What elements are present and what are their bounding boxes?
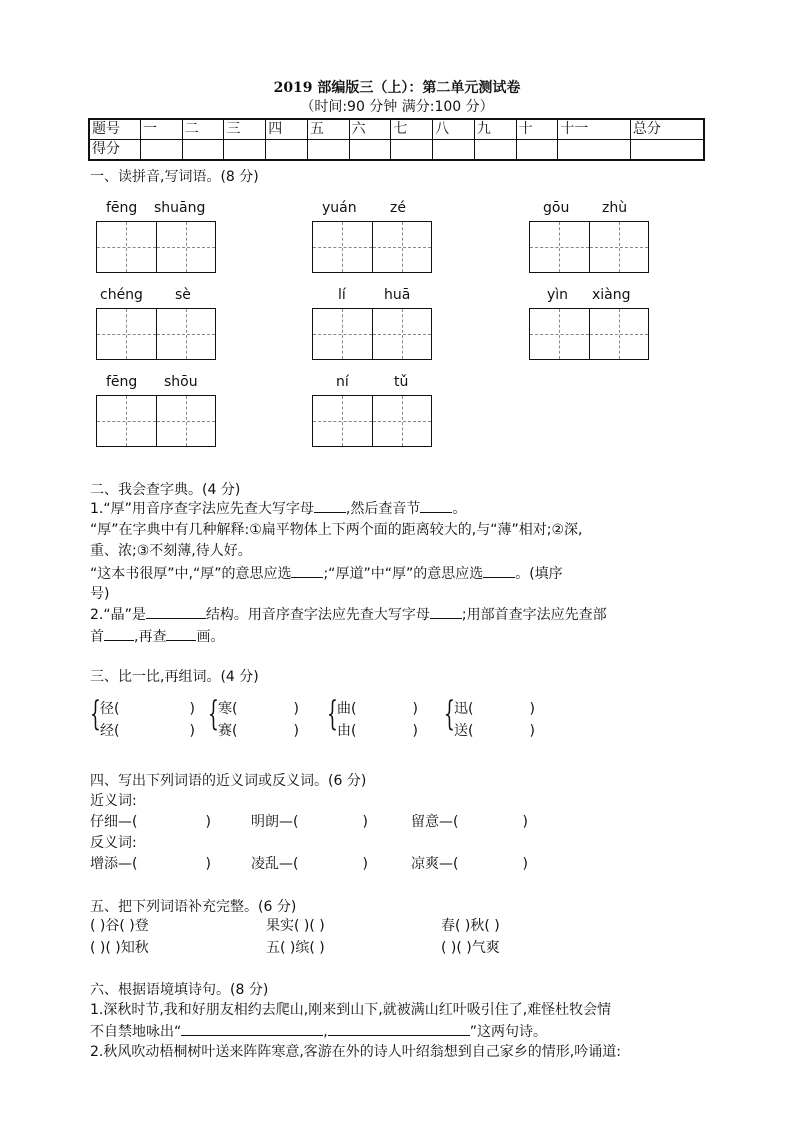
brace-glyph: { bbox=[208, 694, 219, 734]
char-compare-pair bbox=[327, 694, 437, 742]
score-table-score-row bbox=[89, 140, 704, 161]
brace-glyph: { bbox=[327, 694, 338, 734]
compare-char: 由( bbox=[337, 723, 357, 739]
synonym-label: 近义词: bbox=[90, 793, 137, 809]
score-input-cell[interactable] bbox=[182, 140, 224, 161]
paren-close: ) bbox=[362, 856, 368, 872]
char-compare-pair bbox=[90, 694, 200, 742]
answer-blank[interactable] bbox=[104, 626, 134, 641]
s6-text: 不自禁地咏出“ bbox=[90, 1024, 182, 1040]
compare-close: ) bbox=[189, 701, 195, 717]
compare-item[interactable] bbox=[100, 720, 195, 740]
paren-close: ) bbox=[205, 814, 211, 830]
s2-line-2: “厚”在字典中有几种解释:①扁平物体上下两个面的距离较大的,与“薄”相对;②深, bbox=[90, 522, 583, 538]
s2-line-7 bbox=[90, 626, 224, 648]
pinyin-syllable: huā bbox=[384, 287, 411, 303]
score-cell: 十 bbox=[516, 119, 558, 140]
word-prompt: 留意—( bbox=[411, 814, 459, 830]
compare-item[interactable] bbox=[218, 698, 299, 718]
idiom-item[interactable]: ( )谷( )登 bbox=[90, 918, 149, 934]
antonym-item[interactable] bbox=[411, 854, 528, 875]
s2-text: 。 bbox=[452, 501, 467, 517]
word-prompt: 凌乱—( bbox=[251, 856, 299, 872]
section-4-heading: 四、写出下列词语的近义词或反义词。(6 分) bbox=[90, 773, 367, 789]
section-6-heading: 六、根据语境填诗句。(8 分) bbox=[90, 982, 269, 998]
idiom-item[interactable]: 果实( )( ) bbox=[266, 918, 325, 934]
score-input-cell[interactable] bbox=[307, 140, 349, 161]
score-cell: 十一 bbox=[558, 119, 630, 140]
answer-blank[interactable] bbox=[430, 604, 462, 619]
compare-close: ) bbox=[189, 723, 195, 739]
s2-text: 2.“晶”是 bbox=[90, 607, 146, 623]
score-input-cell[interactable] bbox=[516, 140, 558, 161]
compare-item[interactable] bbox=[337, 698, 418, 718]
s2-line-1 bbox=[90, 498, 466, 520]
s2-text: ;“厚道”中“厚”的意思应选 bbox=[323, 566, 484, 582]
score-cell: 三 bbox=[224, 119, 266, 140]
word-prompt: 凉爽—( bbox=[411, 856, 459, 872]
s2-text: 首 bbox=[90, 629, 104, 645]
s2-text: “这本书很厚”中,“厚”的意思应选 bbox=[90, 566, 292, 582]
s6-text: ”这两句诗。 bbox=[469, 1024, 547, 1040]
compare-char: 迅( bbox=[454, 701, 474, 717]
word-prompt: 增添—( bbox=[90, 856, 138, 872]
poem-blank[interactable] bbox=[181, 1021, 323, 1036]
score-cell: 四 bbox=[266, 119, 308, 140]
score-input-cell[interactable] bbox=[266, 140, 308, 161]
writing-grid[interactable] bbox=[312, 395, 432, 447]
compare-char: 赛( bbox=[218, 723, 238, 739]
score-cell: 九 bbox=[474, 119, 516, 140]
section-1-heading: 一、读拼音,写词语。(8 分) bbox=[90, 169, 259, 185]
pinyin-syllable: gōu bbox=[543, 200, 570, 216]
compare-item[interactable] bbox=[218, 720, 299, 740]
pinyin-syllable: fēng bbox=[106, 374, 138, 390]
compare-char: 曲( bbox=[337, 701, 357, 717]
pinyin-syllable: sè bbox=[175, 287, 191, 303]
s2-line-4 bbox=[90, 563, 563, 585]
pinyin-syllable: tǔ bbox=[394, 374, 409, 390]
compare-close: ) bbox=[293, 723, 299, 739]
s6-line-3: 2.秋风吹动梧桐树叶送来阵阵寒意,客游在外的诗人叶绍翁想到自己家乡的情形,吟诵道: bbox=[90, 1044, 621, 1060]
answer-blank[interactable] bbox=[420, 498, 452, 513]
s2-text: 1.“厚”用音序查字法应先查大写字母 bbox=[90, 501, 314, 517]
compare-item[interactable] bbox=[337, 720, 418, 740]
score-cell: 总分 bbox=[630, 119, 704, 140]
s2-text: ,再查 bbox=[134, 629, 167, 645]
pinyin-syllable: ní bbox=[336, 374, 349, 390]
answer-blank[interactable] bbox=[166, 626, 196, 641]
writing-grid[interactable] bbox=[312, 221, 432, 273]
pinyin-syllable: fēng bbox=[106, 200, 138, 216]
antonym-item[interactable] bbox=[90, 854, 211, 875]
pinyin-syllable: zé bbox=[390, 200, 406, 216]
compare-close: ) bbox=[412, 723, 418, 739]
antonym-item[interactable] bbox=[251, 854, 368, 875]
score-input-cell[interactable] bbox=[349, 140, 391, 161]
paren-close: ) bbox=[522, 814, 528, 830]
answer-blank[interactable] bbox=[483, 563, 515, 578]
score-cell: 八 bbox=[433, 119, 475, 140]
compare-item[interactable] bbox=[100, 698, 195, 718]
section-2-heading: 二、我会查字典。(4 分) bbox=[90, 482, 241, 498]
poem-blank[interactable] bbox=[328, 1021, 470, 1036]
score-input-cell[interactable] bbox=[433, 140, 475, 161]
writing-grid[interactable] bbox=[529, 221, 649, 273]
score-cell: 五 bbox=[307, 119, 349, 140]
compare-close: ) bbox=[529, 723, 535, 739]
s2-text: ,然后查音节 bbox=[345, 501, 421, 517]
page-title: 2019 部编版三（上）：第二单元测试卷 bbox=[273, 80, 521, 96]
score-cell: 得分 bbox=[89, 140, 141, 161]
brace-glyph: { bbox=[444, 694, 455, 734]
score-input-cell[interactable] bbox=[391, 140, 433, 161]
score-cell: 一 bbox=[141, 119, 183, 140]
compare-item[interactable] bbox=[454, 720, 535, 740]
score-cell: 题号 bbox=[89, 119, 141, 140]
pinyin-syllable: shuāng bbox=[154, 200, 206, 216]
score-input-cell[interactable] bbox=[558, 140, 630, 161]
pinyin-syllable: zhù bbox=[602, 200, 628, 216]
writing-grid[interactable] bbox=[312, 308, 432, 360]
compare-close: ) bbox=[412, 701, 418, 717]
section-3-heading: 三、比一比,再组词。(4 分) bbox=[90, 669, 259, 685]
compare-char: 经( bbox=[100, 723, 120, 739]
synonym-item[interactable] bbox=[251, 812, 368, 833]
word-prompt: 明朗—( bbox=[251, 814, 299, 830]
s2-text: ;用部首查字法应先查部 bbox=[461, 607, 607, 623]
score-input-cell[interactable] bbox=[630, 140, 704, 161]
score-input-cell[interactable] bbox=[224, 140, 266, 161]
score-input-cell[interactable] bbox=[141, 140, 183, 161]
section-5-heading: 五、把下列词语补充完整。(6 分) bbox=[90, 899, 297, 915]
writing-grid[interactable] bbox=[96, 221, 216, 273]
s6-text: , bbox=[323, 1024, 328, 1040]
char-compare-pair bbox=[444, 694, 554, 742]
antonym-label: 反义词: bbox=[90, 835, 137, 851]
s2-text: 。(填序 bbox=[515, 566, 563, 582]
idiom-item[interactable]: ( )( )知秋 bbox=[90, 940, 149, 956]
score-cell: 二 bbox=[182, 119, 224, 140]
s2-text: 结构。用音序查字法应先查大写字母 bbox=[205, 607, 430, 623]
s6-line-2 bbox=[90, 1021, 547, 1043]
paren-close: ) bbox=[362, 814, 368, 830]
s6-line-1: 1.深秋时节,我和好朋友相约去爬山,刚来到山下,就被满山红叶吸引住了,难怪杜牧会情 bbox=[90, 1002, 612, 1018]
s2-line-5: 号) bbox=[90, 586, 110, 602]
pinyin-syllable: chéng bbox=[100, 287, 143, 303]
pinyin-syllable: yìn bbox=[547, 287, 569, 303]
paren-close: ) bbox=[522, 856, 528, 872]
idiom-item[interactable]: 五( )缤( ) bbox=[266, 940, 325, 956]
pinyin-syllable: shōu bbox=[164, 374, 198, 390]
synonym-item[interactable] bbox=[90, 812, 211, 833]
score-cell: 七 bbox=[391, 119, 433, 140]
score-cell: 六 bbox=[349, 119, 391, 140]
brace-glyph: { bbox=[90, 694, 101, 734]
score-table-header-row bbox=[89, 119, 704, 140]
compare-char: 送( bbox=[454, 723, 474, 739]
compare-item[interactable] bbox=[454, 698, 535, 718]
paren-close: ) bbox=[205, 856, 211, 872]
answer-blank[interactable] bbox=[291, 563, 323, 578]
s2-line-3: 重、浓;③不刻薄,待人好。 bbox=[90, 543, 252, 559]
writing-grid[interactable] bbox=[96, 395, 216, 447]
answer-blank[interactable] bbox=[146, 604, 206, 619]
idiom-item[interactable]: ( )( )气爽 bbox=[441, 940, 500, 956]
s2-text: 画。 bbox=[196, 629, 225, 645]
pinyin-syllable: xiàng bbox=[592, 287, 631, 303]
synonym-item[interactable] bbox=[411, 812, 528, 833]
compare-char: 寒( bbox=[218, 701, 238, 717]
compare-close: ) bbox=[529, 701, 535, 717]
compare-close: ) bbox=[293, 701, 299, 717]
score-table bbox=[88, 118, 705, 161]
writing-grid[interactable] bbox=[96, 308, 216, 360]
char-compare-pair bbox=[208, 694, 318, 742]
answer-blank[interactable] bbox=[314, 498, 346, 513]
pinyin-syllable: lí bbox=[338, 287, 346, 303]
score-input-cell[interactable] bbox=[474, 140, 516, 161]
idiom-item[interactable]: 春( )秋( ) bbox=[441, 918, 500, 934]
word-prompt: 仔细—( bbox=[90, 814, 138, 830]
page-subtitle: （时间:90 分钟 满分:100 分） bbox=[300, 99, 494, 115]
pinyin-syllable: yuán bbox=[322, 200, 357, 216]
compare-char: 径( bbox=[100, 701, 120, 717]
s2-line-6 bbox=[90, 604, 607, 626]
writing-grid[interactable] bbox=[529, 308, 649, 360]
